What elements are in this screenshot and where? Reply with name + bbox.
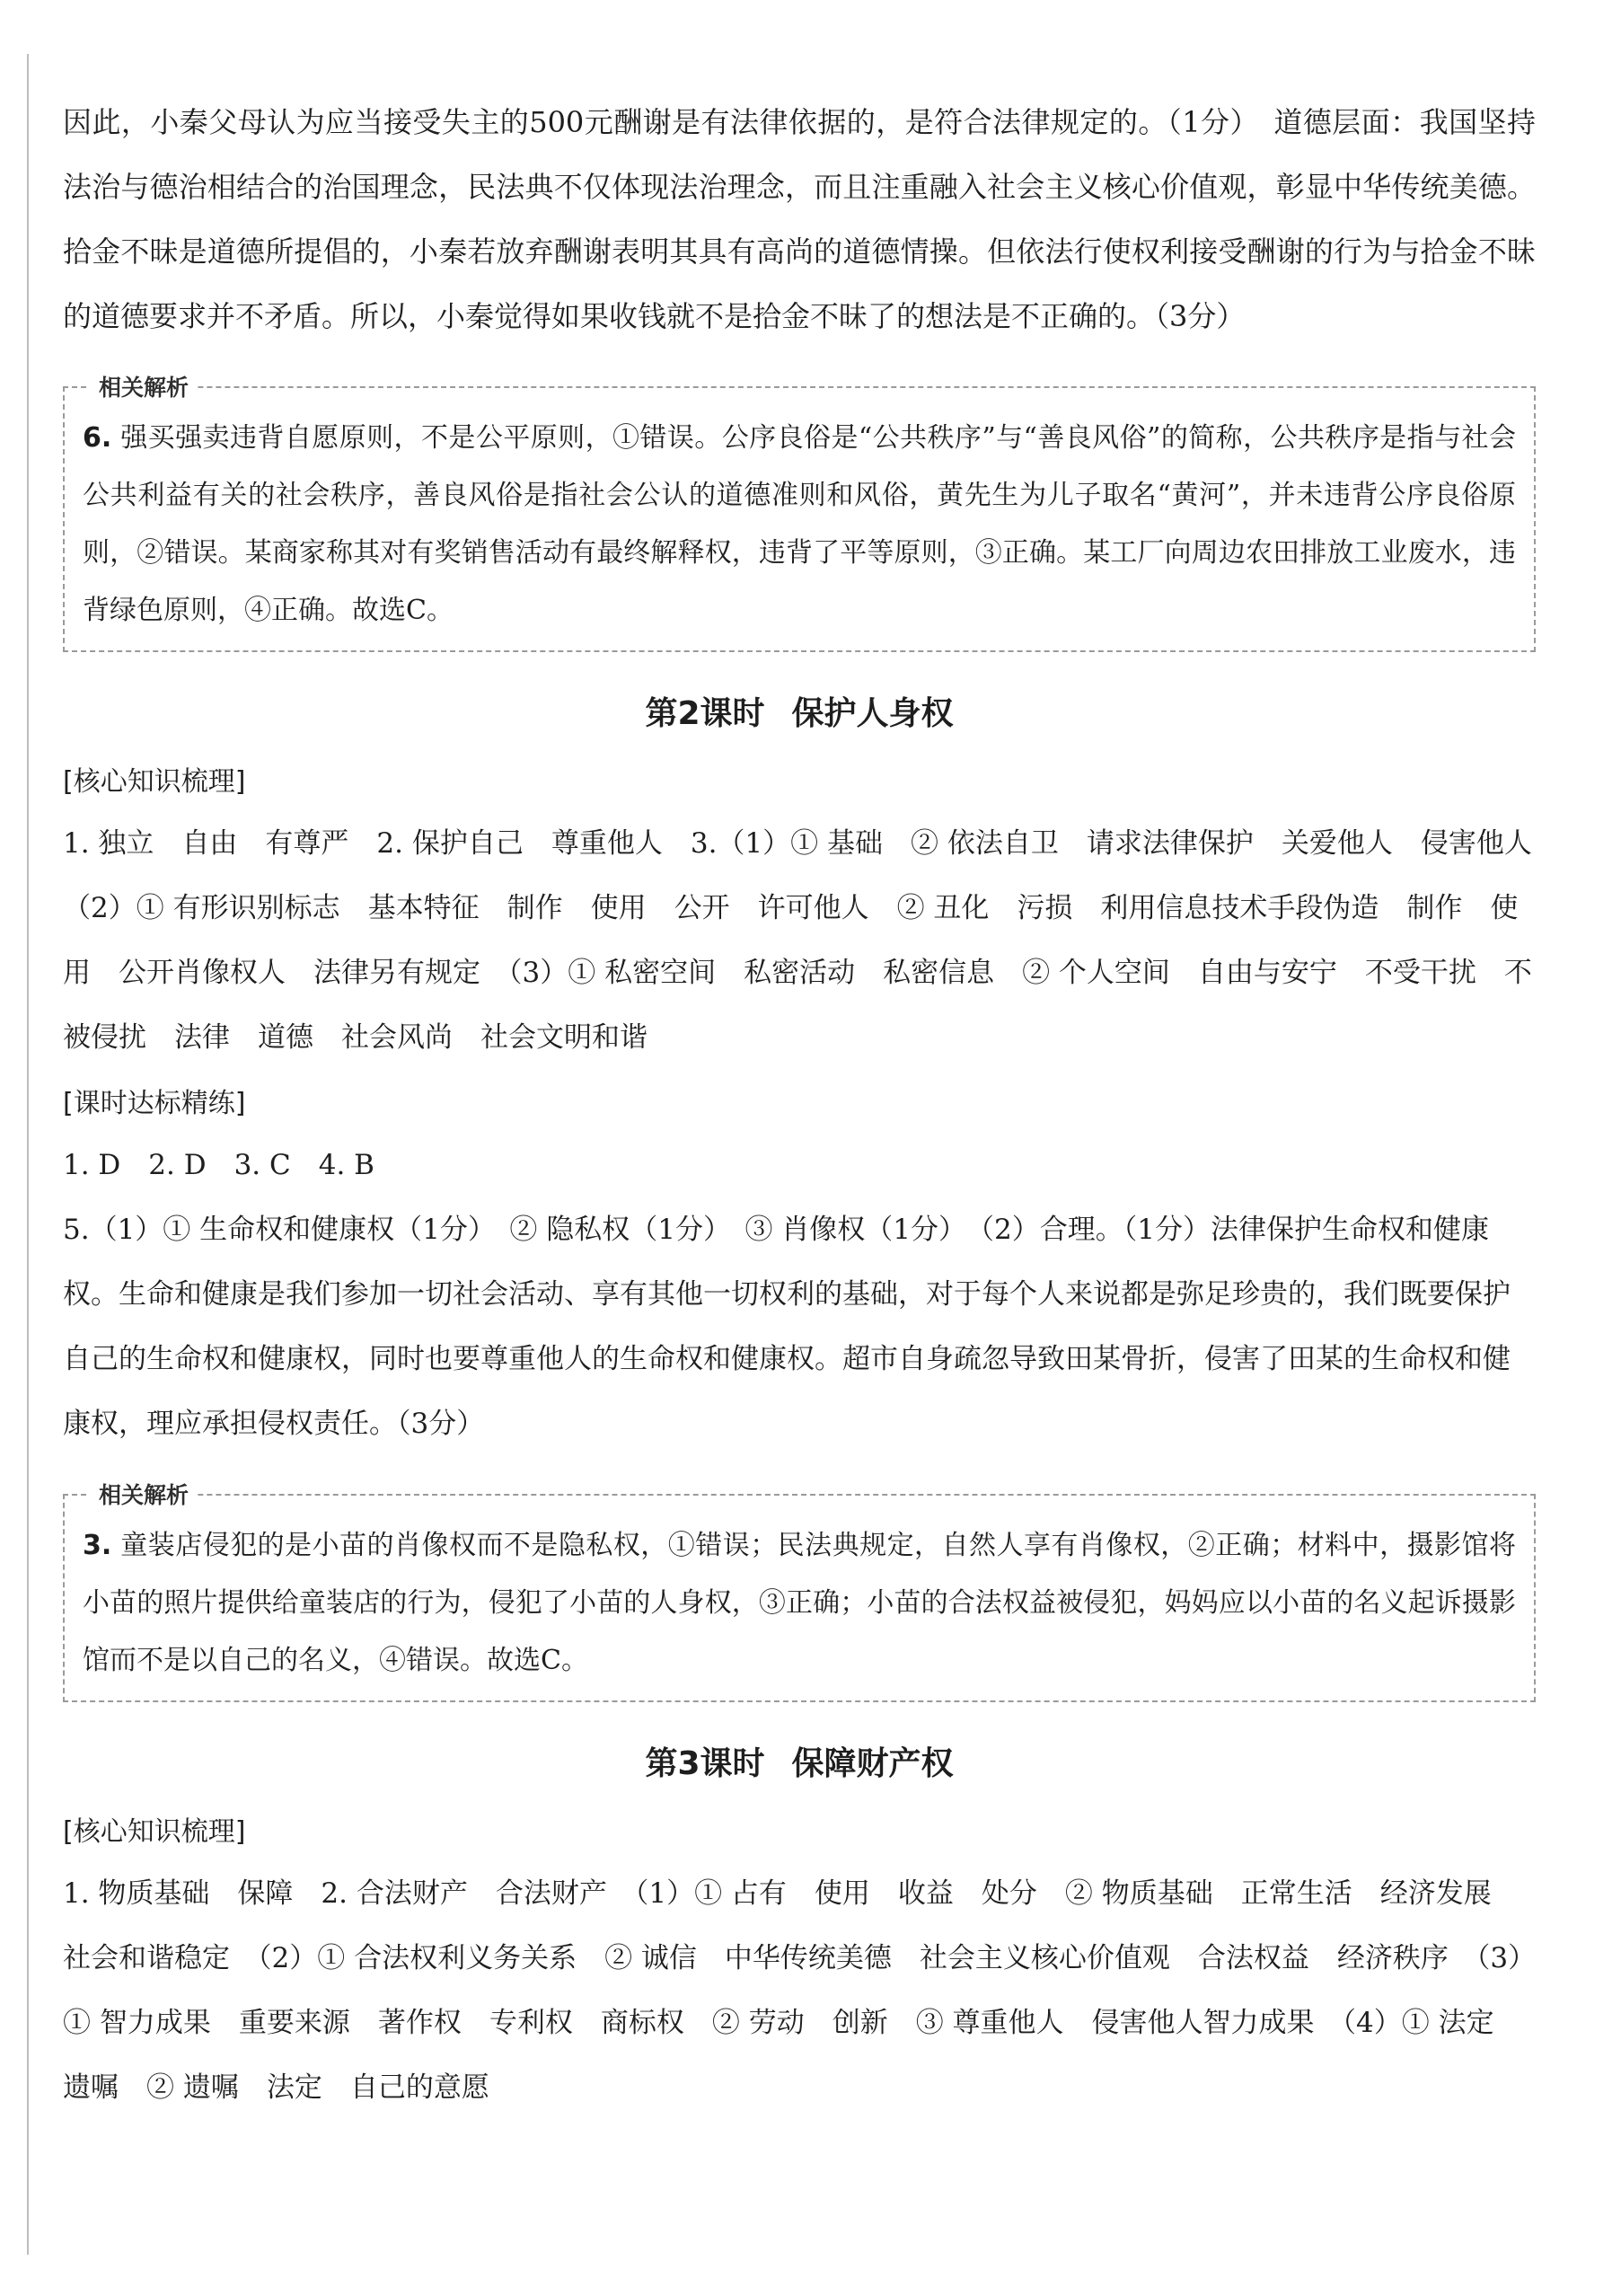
binding-line	[27, 54, 29, 2255]
answer-page	[63, 90, 1560, 2120]
related-analysis-box-2	[63, 1482, 1536, 1702]
analysis-text	[83, 410, 1516, 640]
analysis-tag: 相关解析	[90, 1478, 198, 1510]
lesson-2-title	[63, 688, 1536, 734]
knowledge-answers: 1. 物质基础 保障 2. 合法财产 合法财产 （1）① 占有 使用 收益 处分 ② 物质基础 正常生活 经济发展 社会和谐稳定 （2）① 合法权利义务关系 ② 诚信 中华传统美德 社会主义核心价值观 合法权益 经济秩序 （3）① 智力成果 重要来源 著作权 专利权 商标权 ② 劳动 创新 ③ 尊重他人 侵害他人智力成果 （4）① 法定 遗嘱 ② 遗嘱 法定 自己的意愿	[63, 1877, 1522, 2104]
lesson-number: 第2课时	[645, 695, 765, 732]
section-heading-knowledge: [核心知识梳理]	[63, 1816, 246, 1848]
question-number: 6.	[83, 422, 112, 454]
analysis-body: 童装店侵犯的是小苗的肖像权而不是隐私权，①错误；民法典规定，自然人享有肖像权，②正确；材料中，摄影馆将小苗的照片提供给童装店的行为，侵犯了小苗的人身权，③正确；小苗的合法权益被侵犯，妈妈应以小苗的名义起诉摄影馆而不是以自己的名义，④错误。故选C。	[83, 1530, 1516, 1676]
analysis-text	[83, 1517, 1516, 1690]
lesson-topic: 保护人身权	[791, 695, 954, 732]
lesson-number: 第3课时	[645, 1745, 765, 1782]
continued-answer-paragraph: 因此，小秦父母认为应当接受失主的500元酬谢是有法律依据的，是符合法律规定的。（1分） 道德层面：我国坚持法治与德治相结合的治国理念，民法典不仅体现法治理念，而且注重融入社会主义核心价值观，彰显中华传统美德。拾金不昧是道德所提倡的，小秦若放弃酬谢表明其具有高尚的道德情操。但依法行使权利接受酬谢的行为与拾金不昧的道德要求并不矛盾。所以，小秦觉得如果收钱就不是拾金不昧了的想法是不正确的。（3分）	[63, 105, 1536, 333]
question-number: 3.	[83, 1530, 112, 1561]
section-heading-practice: [课时达标精练]	[63, 1088, 246, 1119]
question-5-answer: 5.（1）① 生命权和健康权（1分） ② 隐私权（1分） ③ 肖像权（1分） （2）合理。（1分）法律保护生命权和健康权。生命和健康是我们参加一切社会活动、享有其他一切权利的基础，对于每个人来说都是弥足珍贵的，我们既要保护自己的生命权和健康权，同时也要尊重他人的生命权和健康权。超市自身疏忽导致田某骨折，侵害了田某的生命权和健康权，理应承担侵权责任。（3分）	[63, 1214, 1511, 1440]
lesson-topic: 保障财产权	[791, 1745, 954, 1782]
analysis-tag: 相关解析	[90, 370, 198, 402]
lesson-3-title	[63, 1738, 1536, 1784]
choice-answers: 1. D 2. D 3. C 4. B	[63, 1149, 374, 1181]
analysis-body: 强买强卖违背自愿原则，不是公平原则，①错误。公序良俗是“公共秩序”与“善良风俗”的简称，公共秩序是指与社会公共利益有关的社会秩序，善良风俗是指社会公认的道德准则和风俗，黄先生为儿子取名“黄河”，并未违背公序良俗原则，②错误。某商家称其对有奖销售活动有最终解释权，违背了平等原则，③正确。某工厂向周边农田排放工业废水，违背绿色原则，④正确。故选C。	[83, 422, 1516, 626]
section-heading-knowledge: [核心知识梳理]	[63, 766, 246, 798]
knowledge-answers: 1. 独立 自由 有尊严 2. 保护自己 尊重他人 3.（1）① 基础 ② 依法自卫 请求法律保护 关爱他人 侵害他人 （2）① 有形识别标志 基本特征 制作 使用 公开 许可他人 ② 丑化 污损 利用信息技术手段伪造 制作 使用 公开肖像权人 法律另有规定 （3）① 私密空间 私密活动 私密信息 ② 个人空间 自由与安宁 不受干扰 不被侵扰 法律 道德 社会风尚 社会文明和谐	[63, 827, 1560, 1054]
related-analysis-box-1	[63, 375, 1536, 652]
